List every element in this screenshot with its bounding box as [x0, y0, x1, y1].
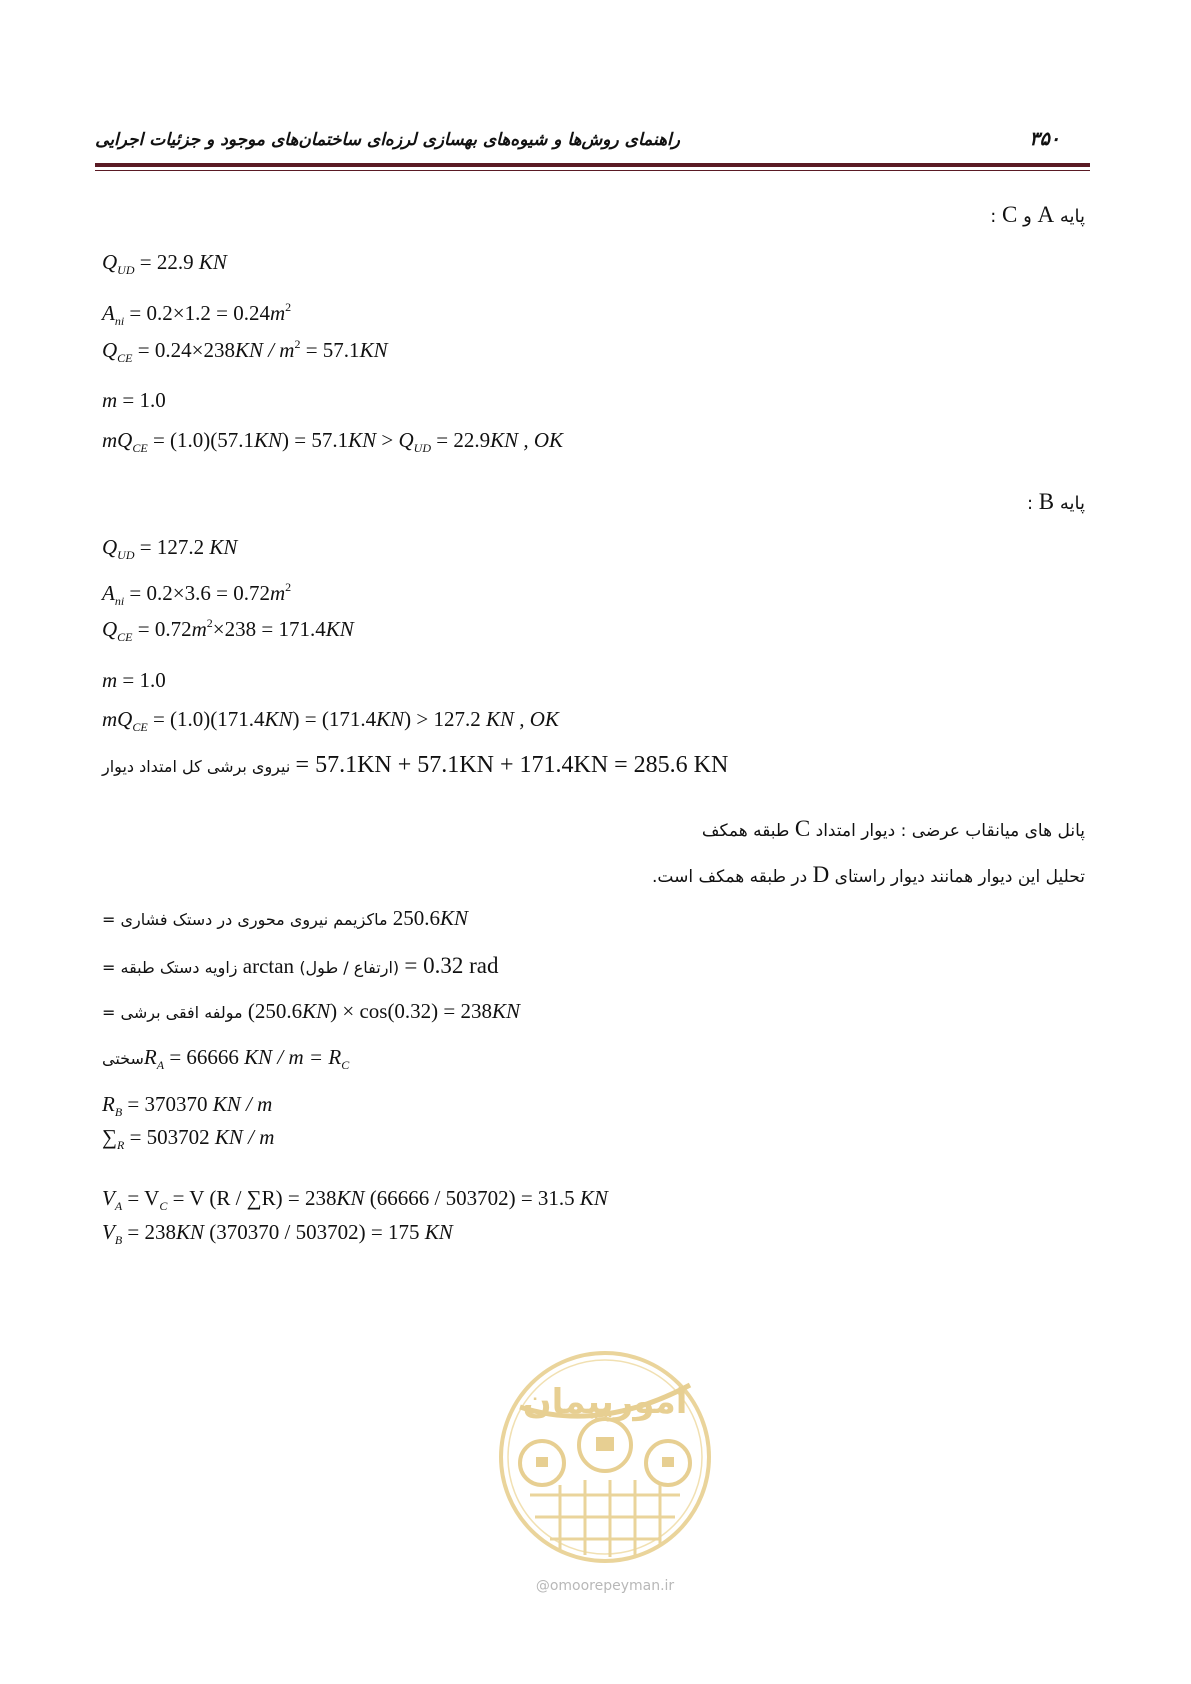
total-shear-label: نیروی برشی کل امتداد دیوار — [102, 757, 291, 776]
eq-ani-ac: $A_{ni} = 0.2\times 1.2 = 0.24m^2$ — [102, 300, 292, 328]
horizontal-component-line: مولفه افقی برشی = (250.6KN) × cos(0.32) = 238KN — [102, 999, 521, 1023]
eq-qud-ac: $Q_{UD} = 22.9$ KN — [102, 250, 227, 277]
eq-qud-b: $Q_{UD} = 127.2$ KN — [102, 535, 238, 562]
total-shear-line — [102, 752, 728, 779]
heading-text: پایه — [1054, 206, 1085, 227]
heading-colon: : — [1026, 493, 1039, 514]
stiffness-line: سختیR$_A$ = 66666 KN / $m = R_C$ — [102, 1045, 350, 1072]
eq-mqce-b: $mQ_{CE} = (1.0)(171.4KN) = (171.4KN) > 127.2$ KN , OK — [102, 707, 559, 734]
eq-va-vc: $V_A = V_C = V$ (R / ∑R) = 238KN (66666 / 503702) = 31.5 KN — [102, 1186, 608, 1213]
eq-qce-ac: $Q_{CE} = 0.24\times 238KN / m^2 = 57.1KN$ — [102, 337, 388, 365]
max-axial-line: ماکزیمم نیروی محوری در دستک فشاری = 250.6KN — [102, 906, 469, 930]
header-rule-thin — [95, 170, 1090, 171]
watermark-url: @omoorepeyman.ir — [535, 1578, 675, 1594]
eq-vb: $V_B = 238KN$ (370370 / 503702) = 175 KN — [102, 1220, 453, 1247]
sum-symbol: ∑ — [102, 1125, 117, 1149]
watermark-logo — [490, 1345, 720, 1570]
eq-m-ac: m = 1.0 — [102, 388, 166, 412]
eq-m-b: m = 1.0 — [102, 668, 166, 692]
heading-text: پایه — [1054, 493, 1085, 514]
svg-text:امورپیمان: امورپیمان — [522, 1382, 688, 1422]
max-axial-label: ماکزیمم نیروی محوری در دستک فشاری = — [102, 910, 388, 929]
panel-letter-d: D — [812, 862, 830, 887]
panel-line-2: تحلیل این دیوار همانند دیوار راستای D در طبقه همکف است. — [652, 862, 1085, 887]
heading-letter-b: B — [1038, 489, 1055, 514]
panel-letter-c: C — [794, 816, 811, 841]
angle-label: زاویه دستک طبقه = — [102, 958, 238, 977]
heading-letter-c: C — [1002, 202, 1018, 227]
heading-and: و — [1017, 206, 1038, 227]
total-shear-value: = 57.1KN + 57.1KN + 171.4KN = 285.6 KN — [295, 752, 729, 778]
header-title: راهنمای روش‌ها و شیوه‌های بهسازی لرزه‌ای ساختمان‌های موجود و جزئیات اجرایی — [95, 130, 680, 150]
page-number: ۳۵۰ — [1029, 128, 1060, 150]
angle-ratio: (ارتفاع / طول) — [299, 958, 400, 977]
eq-sum-r: $\sum_R = 503702$ KN / m — [102, 1125, 275, 1152]
eq-ani-b: $A_{ni} = 0.2\times 3.6 = 0.72m^2$ — [102, 580, 292, 608]
stiffness-label: سختی — [102, 1049, 144, 1068]
eq-mqce-ac: $mQ_{CE} = (1.0)(57.1KN) = 57.1KN > Q_{UD} = 22.9KN$ , OK — [102, 428, 564, 455]
header-rule — [95, 163, 1090, 167]
section-b-heading — [1027, 489, 1085, 515]
heading-letter-a: A — [1037, 202, 1055, 227]
section-ac-heading — [990, 202, 1085, 228]
angle-line: زاویه دستک طبقه = arctan (ارتفاع / طول) = 0.32 rad — [102, 953, 499, 978]
horizontal-component-label: مولفه افقی برشی = — [102, 1003, 243, 1022]
panel-line-1: پانل های میانقاب عرضی : دیوار امتداد C طبقه همکف — [701, 816, 1085, 841]
eq-qce-b: $Q_{CE} = 0.72m^2\times 238 = 171.4KN$ — [102, 616, 354, 644]
heading-colon: : — [990, 206, 1002, 227]
eq-rb: $R_B = 370370$ KN / m — [102, 1092, 273, 1119]
